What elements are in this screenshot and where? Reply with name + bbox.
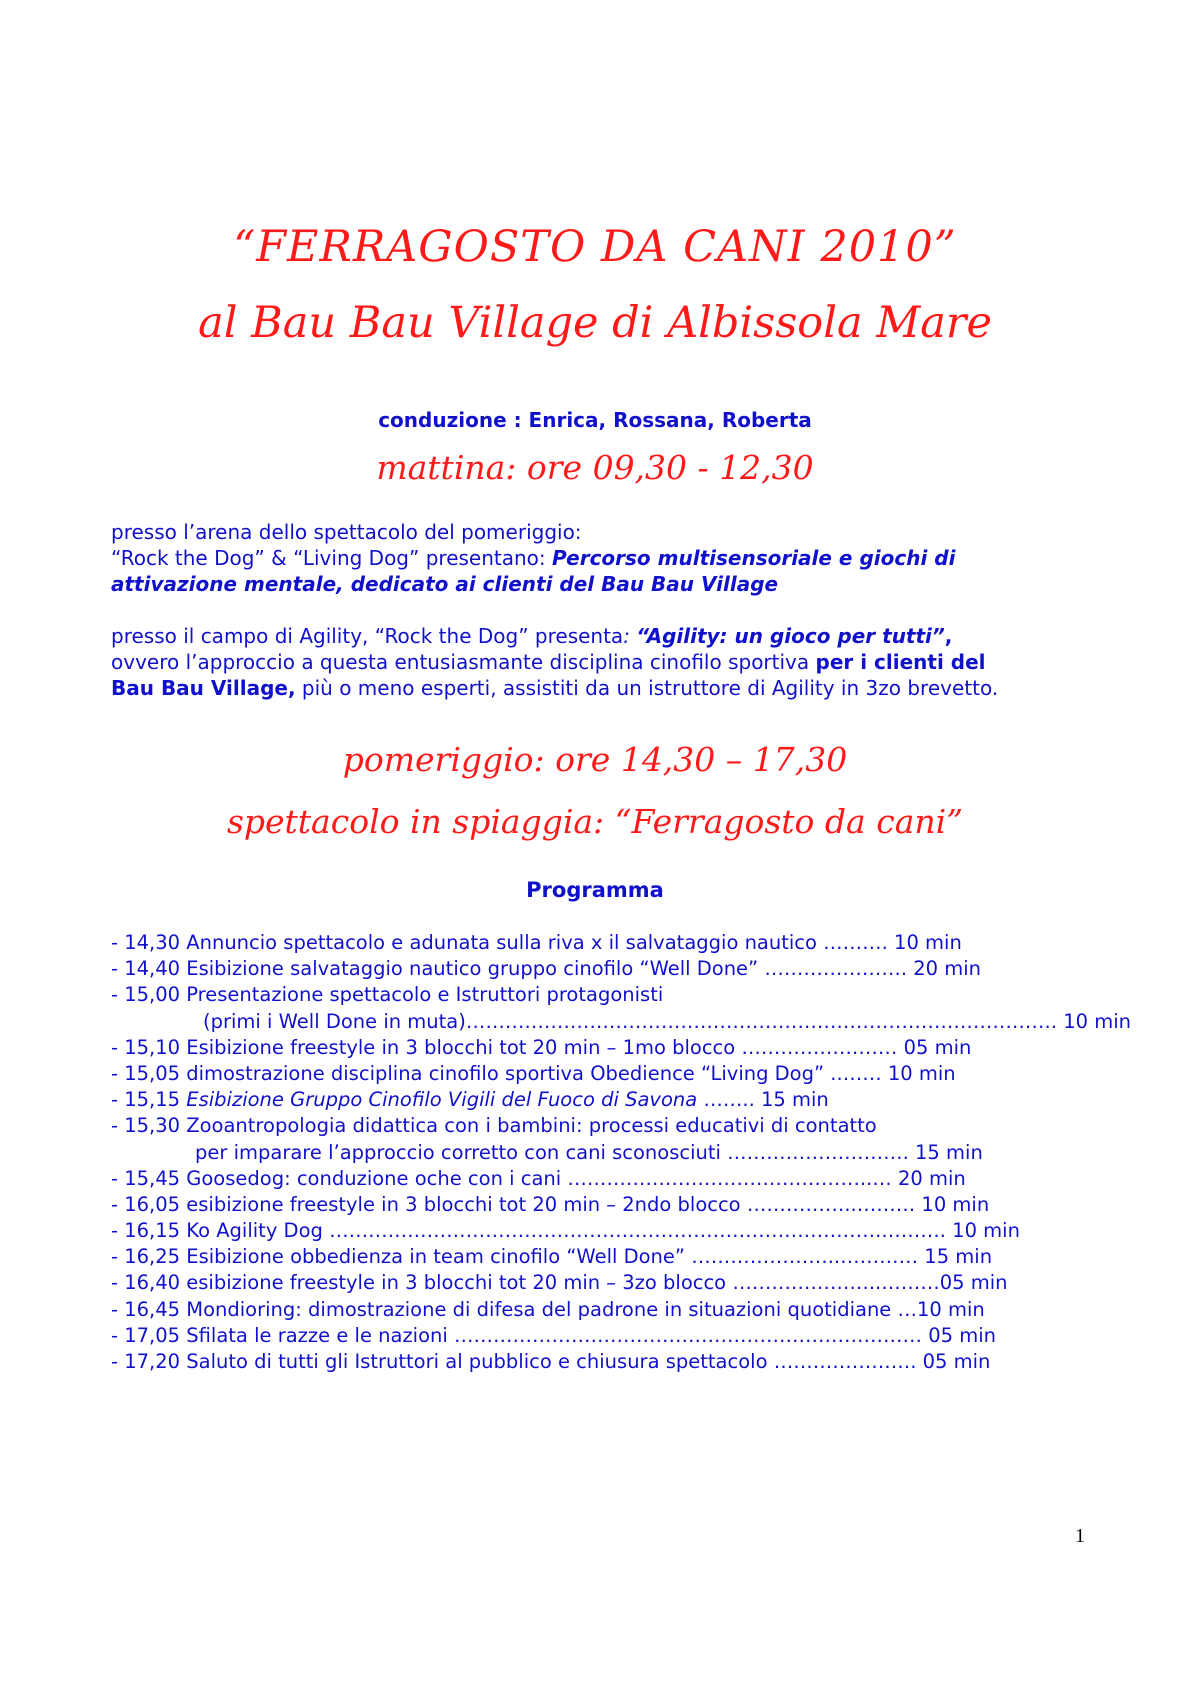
schedule-list bbox=[111, 930, 1132, 1375]
para2-line1-colon: : bbox=[623, 624, 637, 648]
para2-line2-text: ovvero l’approccio a questa entusiasmante disciplina cinofilo sportiva bbox=[111, 650, 816, 674]
para2-line3-text: più o meno esperti, assistiti da un istruttore di Agility in 3zo brevetto. bbox=[295, 676, 999, 700]
schedule-row: - 14,30 Annuncio spettacolo e adunata sulla riva x il salvataggio nautico ………. 10 min bbox=[111, 931, 962, 954]
para1-line2-text: “Rock the Dog” & “Living Dog” presentano: bbox=[111, 546, 553, 570]
para2-line3 bbox=[111, 675, 1101, 701]
schedule-row: - 16,25 Esibizione obbedienza in team cinofilo “Well Done” …………………..………… 15 min bbox=[111, 1245, 993, 1269]
para2-line2 bbox=[111, 649, 1101, 675]
para2-line3-bold: Bau Bau Village, bbox=[111, 676, 296, 700]
event-title: “FERRAGOSTO DA CANI 2010” bbox=[233, 222, 957, 272]
schedule-row: - 15,05 dimostrazione disciplina cinofilo sportiva Obedience “Living Dog” ..…… 10 min bbox=[111, 1061, 956, 1085]
schedule-duration: …….. 15 min bbox=[697, 1088, 829, 1112]
schedule-row-continuation: per imparare l’approccio corretto con cani sconosciuti ………………………. 15 min bbox=[195, 1140, 983, 1164]
schedule-row: - 17,05 Sfilata le razze e le nazioni ……………………………………………………………… 05 min bbox=[111, 1323, 996, 1347]
schedule-time: - 15,15 bbox=[111, 1088, 187, 1112]
schedule-row: - 15,00 Presentazione spettacolo e Istruttori protagonisti bbox=[111, 983, 664, 1007]
page-number: 1 bbox=[1075, 1525, 1085, 1547]
schedule-italic-entry: Esibizione Gruppo Cinofilo Vigili del Fuoco di Savona bbox=[186, 1088, 698, 1112]
schedule-row: - 16,45 Mondioring: dimostrazione di difesa del padrone in situazioni quotidiane …10 min bbox=[111, 1297, 985, 1321]
schedule-row: - 14,40 Esibizione salvataggio nautico gruppo cinofilo “Well Done” …………………. 20 min bbox=[111, 957, 982, 981]
schedule-row: - 17,20 Saluto di tutti gli Istruttori al pubblico e chiusura spettacolo …………………. 05 min bbox=[111, 1350, 991, 1373]
schedule-row-continuation: (primi i Well Done in muta)………………………………………………………………………………. 10 min bbox=[203, 1009, 1132, 1033]
para1-line3: attivazione mentale, dedicato ai clienti del Bau Bau Village bbox=[111, 572, 779, 596]
show-heading: spettacolo in spiaggia: “Ferragosto da cani” bbox=[226, 802, 964, 841]
schedule-row: - 15,30 Zooantropologia didattica con i bambini: processi educativi di contatto bbox=[111, 1114, 877, 1138]
morning-paragraph-1 bbox=[111, 519, 1101, 597]
para1-line1: presso l’arena dello spettacolo del pomeriggio: bbox=[111, 520, 582, 544]
event-subtitle: al Bau Bau Village di Albissola Mare bbox=[198, 298, 992, 348]
para2-line1-emphasis: “Agility: un gioco per tutti” bbox=[636, 624, 945, 648]
conduzione-line: conduzione : Enrica, Rossana, Roberta bbox=[378, 408, 812, 432]
para2-line2-bold: per i clienti del bbox=[815, 650, 986, 674]
schedule-row: - 16,05 esibizione freestyle in 3 blocchi tot 20 min – 2ndo blocco ……………..……… 10 min bbox=[111, 1192, 990, 1216]
schedule-row: - 15,10 Esibizione freestyle in 3 blocchi tot 20 min – 1mo blocco …………………… 05 min bbox=[111, 1035, 972, 1059]
schedule-row: - 16,15 Ko Agility Dog ………………………………………………………………………….………. 10 min bbox=[111, 1219, 1020, 1243]
para1-line2 bbox=[111, 545, 1101, 571]
para1-line2-emphasis: Percorso multisensoriale e giochi di bbox=[552, 546, 956, 570]
programma-heading: Programma bbox=[526, 878, 664, 902]
schedule-row: - 15,45 Goosedog: conduzione oche con i cani ………………………………………..… 20 min bbox=[111, 1166, 966, 1190]
schedule-row bbox=[111, 1087, 1111, 1113]
morning-paragraph-2 bbox=[111, 623, 1101, 701]
morning-heading: mattina: ore 09,30 - 12,30 bbox=[376, 448, 814, 487]
para2-line1 bbox=[111, 623, 1101, 649]
para2-line1-text: presso il campo di Agility, “Rock the Dog” presenta bbox=[111, 624, 624, 648]
schedule-row: - 16,40 esibizione freestyle in 3 blocchi tot 20 min – 3zo blocco …………………..………05 min bbox=[111, 1271, 1008, 1295]
para2-line1-comma: , bbox=[944, 624, 953, 648]
afternoon-heading: pomeriggio: ore 14,30 – 17,30 bbox=[342, 740, 848, 779]
